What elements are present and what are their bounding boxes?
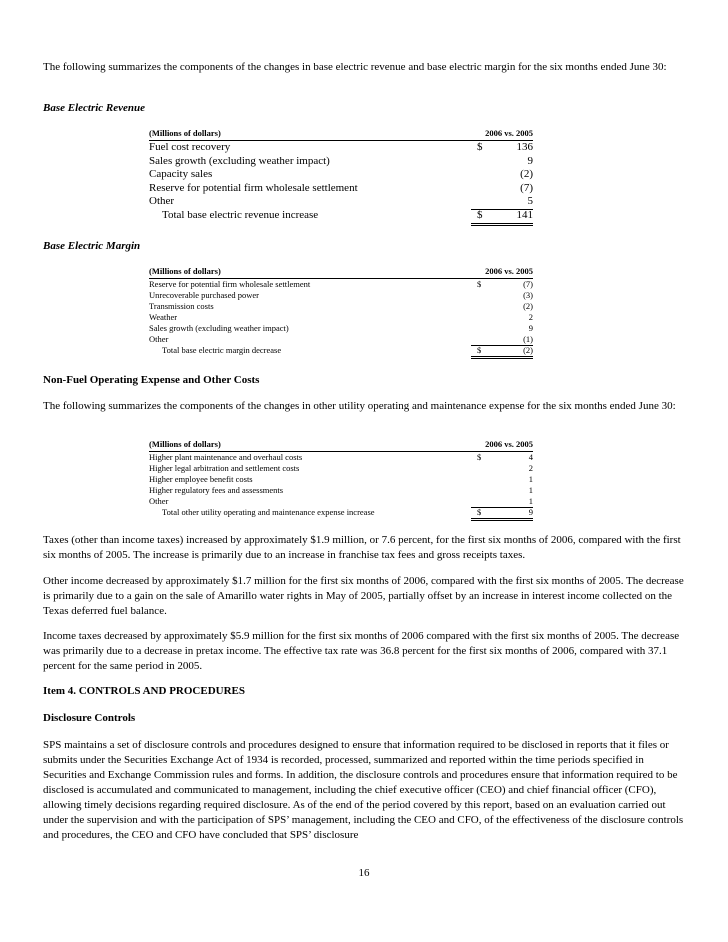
row-label: Other (149, 195, 175, 208)
row-value: 2 (528, 312, 533, 322)
row-label: Higher employee benefit costs (149, 474, 253, 484)
table-row (149, 168, 533, 182)
table-row (149, 195, 533, 209)
row-currency: $ (477, 141, 483, 153)
row-value: (2) (520, 168, 533, 181)
table-row (149, 141, 533, 155)
total-row (149, 209, 533, 223)
total-double-rule (471, 518, 533, 521)
margin-header-col: 2006 vs. 2005 (485, 266, 533, 276)
row-value: 5 (527, 195, 533, 208)
total-value: 141 (516, 208, 533, 221)
disclosure-paragraph: SPS maintains a set of disclosure controls and procedures designed to ensure that information required to be disclosed in reports that it files or submits under the Securities Exchange Act of 1934 is recorded, processed, summarized and reported within the time periods specified in Securities and Exchange Commission rules and forms. In addition, the disclosure controls and procedures ensure that information required to be disclosed is accumulated and communicated to management, including the chief executive officer (CEO) and chief financial officer (CFO), allowing timely decisions regarding required disclosure. As of the end of the period covered by this report, based on an evaluation carried out under the supervision and with the participation of SPS’ management, including the CEO and CFO, of the effectiveness of the disclosure controls and procedures, the CEO and CFO have concluded that SPS’ disclosure (43, 739, 684, 841)
row-value: 136 (516, 141, 533, 153)
table-row (149, 334, 533, 345)
row-label: Other (149, 334, 169, 344)
total-currency: $ (477, 507, 482, 517)
table-row (149, 323, 533, 334)
row-label: Capacity sales (149, 168, 213, 181)
revenue-header-label: (Millions of dollars) (149, 128, 221, 138)
row-label: Transmission costs (149, 301, 214, 311)
row-label: Other (149, 496, 169, 506)
row-value: 1 (528, 474, 533, 484)
table-row (149, 485, 533, 496)
row-currency: $ (477, 279, 482, 289)
table-row (149, 496, 533, 507)
disclosure-heading: Disclosure Controls (43, 712, 136, 724)
row-value: (1) (523, 334, 533, 344)
nonfuel-paragraph: The following summarizes the components of the changes in other utility operating and maintenance expense for the six months ended June 30: (43, 400, 676, 412)
total-row (149, 345, 533, 356)
total-label: Total base electric revenue increase (162, 208, 319, 221)
total-label: Total other utility operating and maintenance expense increase (162, 507, 375, 517)
nonfuel-heading: Non-Fuel Operating Expense and Other Costs (43, 374, 260, 386)
income-tax-paragraph: Income taxes decreased by approximately $5.9 million for the first six months of 2006 compared with the first six months of 2005. The decrease was primarily due to a decrease in pretax income. The effective tax rate was 36.8 percent for the first six months of 2006, compared with 37.1 percent for the same period in 2005. (43, 630, 680, 672)
row-value: (7) (523, 279, 533, 289)
om-header-label: (Millions of dollars) (149, 439, 221, 449)
total-value: (2) (523, 345, 533, 355)
table-row (149, 301, 533, 312)
total-currency: $ (477, 208, 483, 221)
margin-table (149, 266, 533, 356)
om-header-col: 2006 vs. 2005 (485, 439, 533, 449)
row-label: Reserve for potential firm wholesale settlement (149, 279, 311, 289)
row-label: Sales growth (excluding weather impact) (149, 323, 289, 333)
row-label: Higher legal arbitration and settlement costs (149, 463, 300, 473)
page-number: 16 (358, 867, 370, 879)
row-label: Higher regulatory fees and assessments (149, 485, 284, 495)
revenue-table-header (149, 128, 533, 141)
row-label: Reserve for potential firm wholesale settlement (149, 181, 358, 194)
row-value: 4 (528, 452, 533, 462)
table-row (149, 279, 533, 290)
intro-paragraph: The following summarizes the components of the changes in base electric revenue and base electric margin for the six months ended June 30: (43, 61, 667, 73)
om-table (149, 439, 533, 518)
row-value: (3) (523, 290, 533, 300)
row-label: Fuel cost recovery (149, 141, 231, 153)
total-currency: $ (477, 345, 482, 355)
table-row (149, 474, 533, 485)
item4-heading: Item 4. CONTROLS AND PROCEDURES (43, 685, 245, 697)
row-value: (2) (523, 301, 533, 311)
om-table-header (149, 439, 533, 452)
other-income-paragraph: Other income decreased by approximately $1.7 million for the first six months of 2006, compared with the first six months of 2005. The decrease is primarily due to a gain on the sale of Amarillo water rights in May of 2005, partially offset by an increase in interest income collected on the Texas deferred fuel balance. (43, 575, 684, 617)
row-label: Weather (149, 312, 178, 322)
total-double-rule (471, 223, 533, 226)
table-row (149, 290, 533, 301)
row-value: 1 (528, 485, 533, 495)
total-value: 9 (528, 507, 533, 517)
table-row (149, 312, 533, 323)
row-label: Sales growth (excluding weather impact) (149, 154, 330, 167)
table-row (149, 155, 533, 169)
total-label: Total base electric margin decrease (162, 345, 282, 355)
revenue-heading: Base Electric Revenue (43, 102, 146, 114)
row-value: 9 (527, 154, 533, 167)
row-currency: $ (477, 452, 482, 462)
row-value: 9 (528, 323, 533, 333)
total-double-rule (471, 356, 533, 359)
row-value: 1 (528, 496, 533, 506)
margin-header-label: (Millions of dollars) (149, 266, 221, 276)
row-value: (7) (520, 181, 533, 194)
table-row (149, 463, 533, 474)
revenue-table (149, 128, 533, 223)
taxes-paragraph: Taxes (other than income taxes) increased by approximately $1.9 million, or 7.6 percent, for the first six months of 2006, compared with the first six months of 2005. The increase is primarily due to an increase in franchise tax fees and gross receipts taxes. (43, 534, 681, 561)
margin-table-header (149, 266, 533, 279)
row-label: Unrecoverable purchased power (149, 290, 259, 300)
row-label: Higher plant maintenance and overhaul costs (149, 452, 303, 462)
revenue-header-col: 2006 vs. 2005 (485, 128, 533, 138)
table-row (149, 182, 533, 196)
row-value: 2 (528, 463, 533, 473)
table-row (149, 452, 533, 463)
total-row (149, 507, 533, 518)
margin-heading: Base Electric Margin (43, 240, 141, 252)
